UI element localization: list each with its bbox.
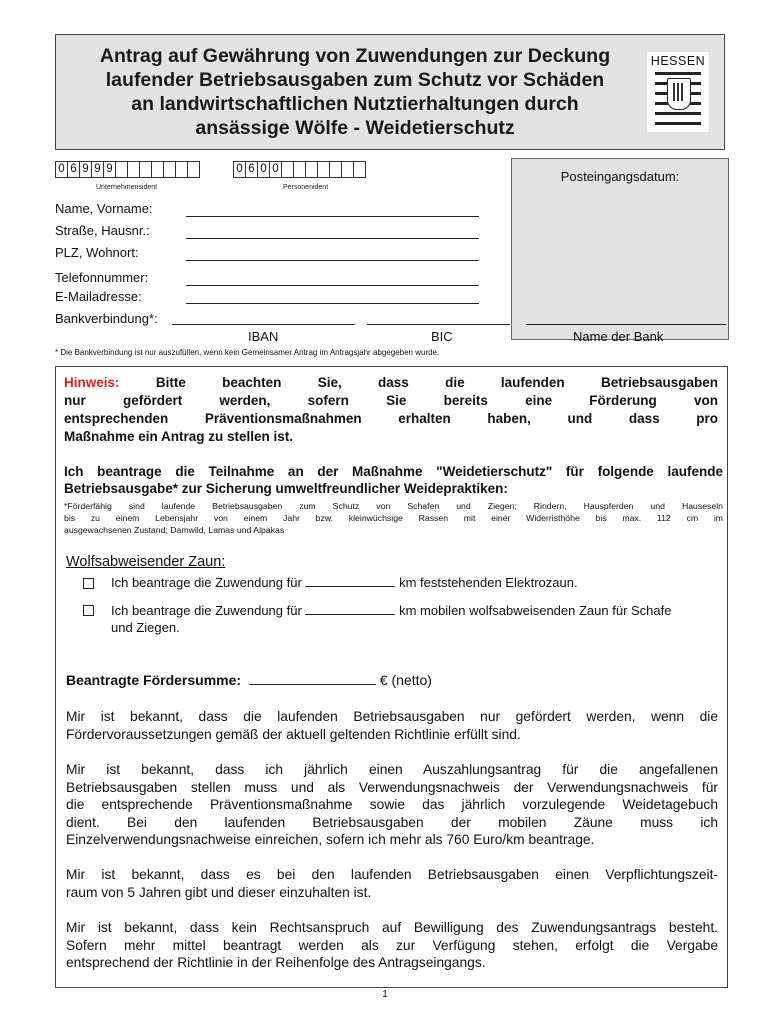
iban-label: IBAN [248, 329, 279, 344]
paragraph-verpflichtungszeitraum: Mir ist bekannt, dass es bei den laufenden Betriebsausgaben einen Verpflichtungszeit- raum von 5 Jahren gibt und dieser einzuhalten ist. [66, 867, 718, 900]
strasse-label: Straße, Hausnr.: [55, 223, 150, 238]
bankname-field[interactable] [526, 324, 726, 325]
page-number: 1 [382, 989, 388, 1000]
foerdersumme-label: Beantragte Fördersumme: [66, 672, 242, 688]
antrag-footnote: *Förderfähig sind laufende Betriebsausgaben zum Schutz von Schafen und Ziegen; Rindern, Hauspferden und Hauseseln bis zu einem Lebensjahr von einem Jahr bzw. kleinwüchsige Rassen mit einer Widerristhöhe bis max. 112 cm im ausgewachsenen Zustand; Damwild, Lamas und Alpakas [64, 501, 723, 535]
name-field[interactable] [186, 216, 479, 217]
zaun-heading: Wolfsabweisender Zaun: [66, 554, 226, 570]
unternehmensident-digit-cell[interactable]: 6 [67, 161, 80, 178]
unternehmensident-digit-cell[interactable] [187, 161, 200, 178]
telefon-label: Telefonnummer: [55, 270, 149, 285]
bank-label: Bankverbindung*: [55, 311, 158, 326]
email-field[interactable] [186, 303, 479, 304]
unternehmensident-field[interactable] [55, 161, 199, 178]
unternehmensident-digit-cell[interactable]: 9 [91, 161, 104, 178]
paragraph-auszahlungsantrag: Mir ist bekannt, dass ich jährlich einen Auszahlungsantrag für die angefallenen Betriebsausgaben stellen muss und als Verwendungsnachweis der Verwendungsnachweis für die entsprechende Präventionsmaßnahme sowie das jährlich vorzulegende Weidetagebuch dient. Bei den laufenden Betriebsausgaben der mobilen Zäune muss ich Einzelverwendungsnachweise einreichen, sofern ich mehr als 760 Euro/km beantrage. [66, 762, 718, 847]
plz-label: PLZ, Wohnort: [55, 245, 139, 260]
hessen-logo [647, 52, 709, 132]
telefon-field[interactable] [186, 285, 479, 286]
unternehmensident-digit-cell[interactable]: 9 [103, 161, 116, 178]
strasse-field[interactable] [186, 238, 479, 239]
logo-text: HESSEN [650, 54, 706, 68]
mobiler-zaun-checkbox[interactable] [83, 605, 94, 616]
antrag-heading: Ich beantrage die Teilnahme an der Maßnahme "Weidetierschutz" für folgende laufende Betriebsausgabe* zur Sicherung umweltfreundlicher Weidepraktiken: [64, 464, 723, 496]
hessen-coat-of-arms-icon [667, 78, 691, 110]
hinweis-block: Hinweis: Bitte beachten Sie, dass die laufenden Betriebsausgaben nur gefördert werden, sofern Sie bereits eine Förderung von entsprechenden Präventionsmaßnahmen erhalten haben, und dass pro Maßnahme ein Antrag zu stellen ist. [64, 375, 718, 444]
personenident-digit-cell[interactable]: 6 [245, 161, 258, 178]
mobiler-zaun-km-field[interactable] [305, 603, 395, 615]
bic-field[interactable] [367, 324, 510, 325]
form-title: Antrag auf Gewährung von Zuwendungen zur Deckung laufender Betriebsausgaben zum Schutz vor Schäden an landwirtschaftlichen Nutztierhaltungen durch ansässige Wölfe - Weidetierschutz [99, 45, 611, 139]
unternehmensident-digit-cell[interactable]: 9 [79, 161, 92, 178]
personenident-digit-cell[interactable]: 0 [233, 161, 246, 178]
posteingangsdatum-box [511, 158, 729, 340]
iban-field[interactable] [172, 324, 355, 325]
personenident-digit-cell[interactable]: 0 [257, 161, 270, 178]
paragraph-foerdervoraussetzungen: Mir ist bekannt, dass die laufenden Betriebsausgaben nur gefördert werden, wenn die Fördervoraussetzungen gemäß der aktuell geltenden Richtlinie erfüllt sind. [66, 709, 718, 742]
name-label: Name, Vorname: [55, 201, 153, 216]
option-elektrozaun: Ich beantrage die Zuwendung für km feststehenden Elektrozaun. [111, 575, 578, 590]
personenident-label: Personenident [283, 184, 329, 191]
personenident-digit-cell[interactable] [353, 161, 366, 178]
foerdersumme-field[interactable] [249, 673, 376, 685]
personenident-digit-cell[interactable]: 0 [269, 161, 282, 178]
personenident-field[interactable] [233, 161, 365, 178]
posteingangsdatum-label: Posteingangsdatum: [560, 169, 680, 184]
foerdersumme-row: Beantragte Fördersumme: € (netto) [66, 672, 432, 688]
option-mobiler-zaun: Ich beantrage die Zuwendung für km mobilen wolfsabweisenden Zaun für Schafe und Ziegen. [111, 603, 672, 635]
hinweis-label: Hinweis: [64, 375, 120, 390]
unternehmensident-label: Unternehmensident [96, 184, 158, 191]
email-label: E-Mailadresse: [55, 289, 142, 304]
paragraph-rechtsanspruch: Mir ist bekannt, dass kein Rechtsanspruch auf Bewilligung des Zuwendungsantrags besteht. Sofern mehr mittel beantragt werden als zur Verfügung stehen, erfolgt die Vergabe entsprechend der Richtlinie in der Reihenfolge des Antragseingangs. [66, 920, 718, 970]
bank-footnote: * Die Bankverbindung ist nur auszufüllen, wenn kein Gemeinsamer Antrag im Antragsjahr abgegeben wurde. [55, 348, 440, 357]
bankname-label: Name der Bank [573, 329, 664, 344]
bic-label: BIC [431, 329, 453, 344]
elektrozaun-km-field[interactable] [305, 575, 395, 587]
elektrozaun-checkbox[interactable] [83, 578, 94, 589]
plz-field[interactable] [186, 260, 479, 261]
unternehmensident-digit-cell[interactable]: 0 [55, 161, 68, 178]
